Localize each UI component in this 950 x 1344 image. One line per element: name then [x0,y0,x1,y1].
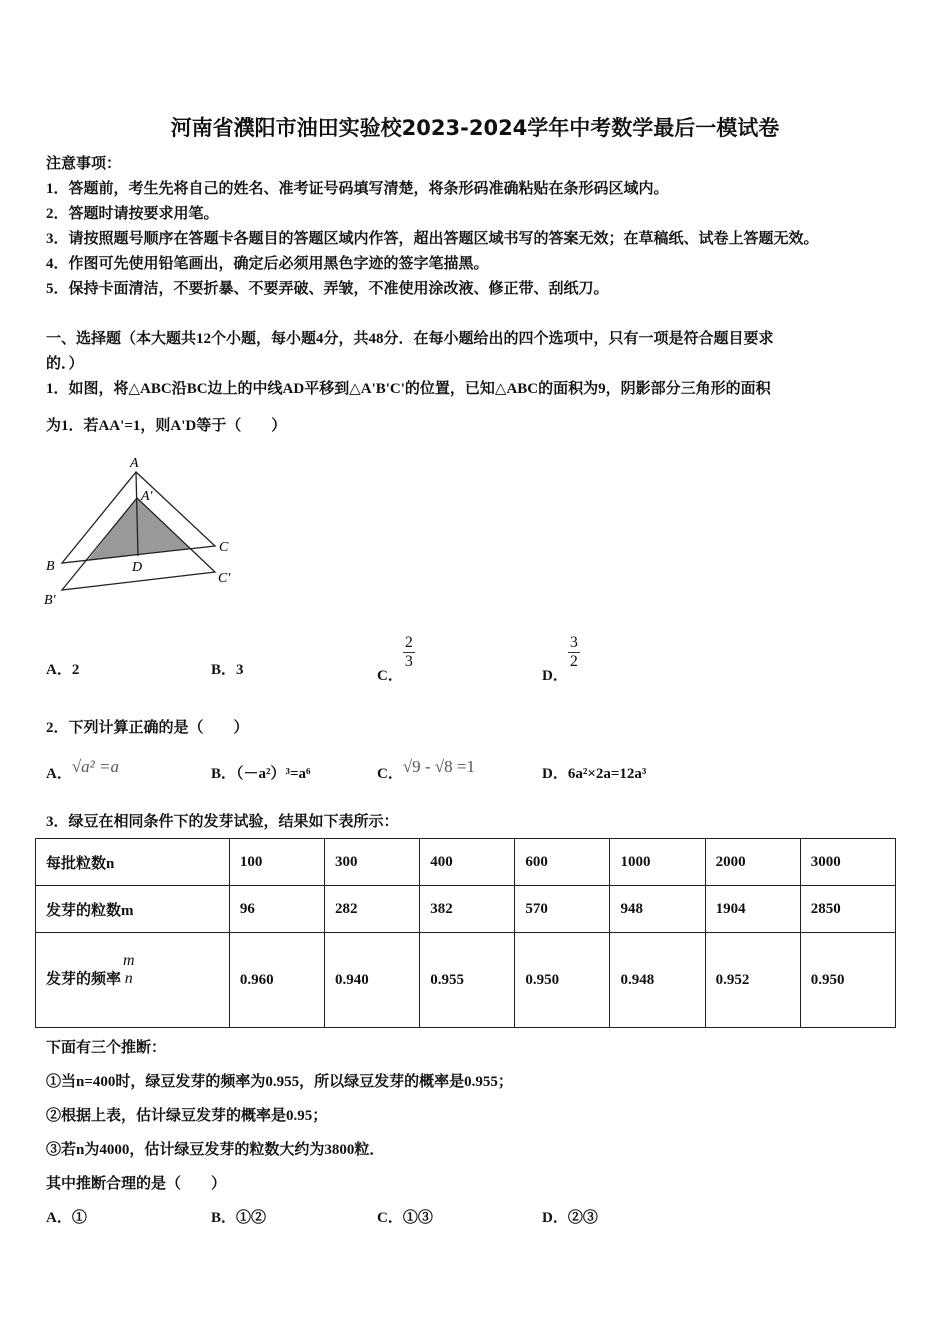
cell: 0.940 [325,933,420,1028]
q2-option-b[interactable]: B．（－a²）³=a⁶ [211,766,311,782]
cell: 300 [325,839,420,886]
cell: 0.950 [515,933,610,1028]
cell: 400 [420,839,515,886]
q1-stem: 1．如图，将△ABC沿BC边上的中线AD平移到△A'B'C'的位置，已知△ABC的面积为9，阴影部分三角形的面积 [46,381,771,397]
denominator: 2 [569,653,578,670]
cell: 0.948 [610,933,705,1028]
label-b: B [46,559,55,574]
cell: 600 [515,839,610,886]
q3-option-c[interactable]: C．①③ [377,1210,433,1226]
notice-item: 3．请按照题号顺序在答题卡各题目的答题区域内作答，超出答题区域书写的答案无效；在草稿纸、试卷上答题无效。 [46,231,819,247]
numerator: 2 [404,634,413,651]
cell: 2000 [705,839,800,886]
q3-line: ①当n=400时，绿豆发芽的频率为0.955，所以绿豆发芽的概率是0.955； [46,1074,513,1090]
q3-option-a[interactable]: A．① [46,1210,87,1226]
label-c-prime: C' [218,571,231,586]
table-row [36,839,896,886]
cell [36,933,230,1028]
notice-item: 4．作图可先使用铅笔画出，确定后必须用黑色字迹的签字笔描黑。 [46,256,489,272]
table-row [36,933,896,1028]
cell: 0.950 [800,933,895,1028]
cell: 570 [515,886,610,933]
denominator: n [124,970,133,987]
numerator: 3 [569,634,578,651]
option-expr: √a² =a [71,757,119,776]
q1-option-a[interactable]: A．2 [46,662,80,678]
q3-line: 其中推断合理的是（ ） [46,1176,227,1192]
q1-option-b[interactable]: B．3 [211,662,244,678]
q3-line: ③若n为4000，估计绿豆发芽的粒数大约为3800粒． [46,1142,385,1158]
cell: 每批粒数n [36,839,230,886]
notice-heading: 注意事项： [46,156,122,172]
option-label: D． [542,667,568,684]
option-label: C． [377,766,403,782]
cell: 2850 [800,886,895,933]
label-c: C [219,540,229,555]
label-a: A [130,456,139,471]
q2-stem: 2．下列计算正确的是（ ） [46,720,249,736]
cell: 948 [610,886,705,933]
q1-option-d[interactable] [542,634,580,684]
q2-option-a[interactable] [46,757,119,783]
notice-item: 2．答题时请按要求用笔。 [46,206,219,222]
notice-item: 5．保持卡面清洁，不要折暴、不要弄破、弄皱，不准使用涂改液、修正带、刮纸刀。 [46,281,609,297]
q2-option-d[interactable]: D．6a²×2a=12a³ [542,766,647,782]
cell: 3000 [800,839,895,886]
denominator: 3 [404,653,413,670]
option-label: A． [46,766,72,782]
q3-option-b[interactable]: B．①② [211,1210,267,1226]
cell: 382 [420,886,515,933]
option-label: C． [377,667,403,684]
section-heading-cont: 的．） [46,356,84,372]
row-label: 发芽的频率 [46,971,122,988]
notice-item: 1．答题前，考生先将自己的姓名、准考证号码填写清楚，将条形码准确粘贴在条形码区域内。 [46,181,669,197]
label-d: D [132,560,143,575]
option-expr: √9 - √8 =1 [402,757,476,776]
q1-figure [0,0,950,620]
label-b-prime: B' [44,593,56,608]
germination-table [35,838,896,1028]
q2-option-c[interactable] [377,757,476,783]
q3-stem: 3．绿豆在相同条件下的发芽试验，结果如下表所示： [46,814,399,830]
cell: 100 [229,839,324,886]
cell: 282 [325,886,420,933]
label-a-prime: A' [141,489,153,504]
table-row [36,886,896,933]
cell: 1000 [610,839,705,886]
q3-line: ②根据上表，估计绿豆发芽的概率是0.95； [46,1108,328,1124]
section-heading: 一、选择题（本大题共12个小题，每小题4分，共48分．在每小题给出的四个选项中，只有一项是符合题目要求 [46,331,774,347]
cell: 0.960 [229,933,324,1028]
q1-stem-cont: 为1．若AA'=1，则A'D等于（ ） [46,418,287,434]
cell: 96 [229,886,324,933]
q1-option-c[interactable] [377,634,415,684]
q3-line: 下面有三个推断： [46,1040,167,1056]
numerator: m [123,952,135,969]
cell: 1904 [705,886,800,933]
cell: 0.955 [420,933,515,1028]
cell: 发芽的粒数m [36,886,230,933]
q3-option-d[interactable]: D．②③ [542,1210,598,1226]
page-title: 河南省濮阳市油田实验校2023-2024学年中考数学最后一模试卷 [170,116,780,140]
cell: 0.952 [705,933,800,1028]
